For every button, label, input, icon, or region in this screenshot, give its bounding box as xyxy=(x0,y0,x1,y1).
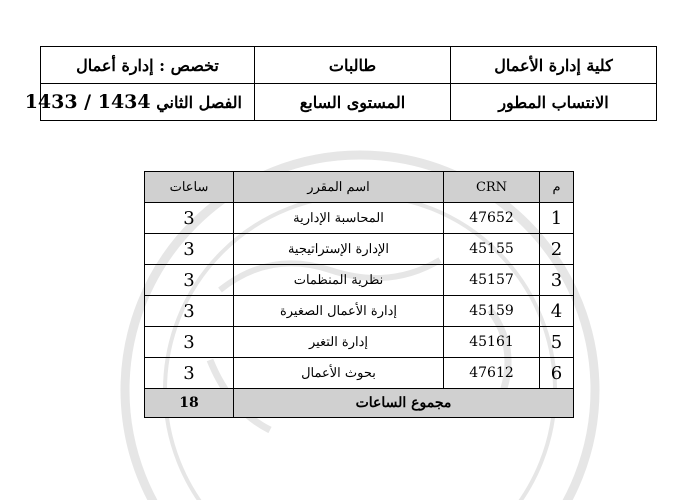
table-row xyxy=(145,296,574,327)
total-row xyxy=(145,389,574,418)
semester-cell xyxy=(24,84,255,121)
row-crn: 47652 xyxy=(444,203,540,234)
header-index: م xyxy=(540,172,574,203)
academic-year: 1433 / 1434 xyxy=(24,91,151,113)
section-name: طالبات xyxy=(255,47,451,84)
semester-label: الفصل الثاني xyxy=(156,93,242,112)
row-index: 1 xyxy=(540,203,574,234)
row-crn: 47612 xyxy=(444,358,540,389)
row-index: 5 xyxy=(540,327,574,358)
row-index: 2 xyxy=(540,234,574,265)
row-hours: 3 xyxy=(145,203,234,234)
table-row xyxy=(145,265,574,296)
row-course-name: المحاسبة الإدارية xyxy=(234,203,444,234)
program-name: الانتساب المطور xyxy=(451,84,657,121)
row-crn: 45161 xyxy=(444,327,540,358)
row-index: 6 xyxy=(540,358,574,389)
level-name: المستوى السابع xyxy=(255,84,451,121)
header-course-name: اسم المقرر xyxy=(234,172,444,203)
row-crn: 45157 xyxy=(444,265,540,296)
row-hours: 3 xyxy=(145,234,234,265)
table-row xyxy=(145,234,574,265)
row-course-name: الإدارة الإستراتيجية xyxy=(234,234,444,265)
header-crn: CRN xyxy=(444,172,540,203)
college-name: كلية إدارة الأعمال xyxy=(451,47,657,84)
table-row xyxy=(145,327,574,358)
row-crn: 45155 xyxy=(444,234,540,265)
row-course-name: إدارة الأعمال الصغيرة xyxy=(234,296,444,327)
total-label: مجموع الساعات xyxy=(234,389,574,418)
row-crn: 45159 xyxy=(444,296,540,327)
header-table xyxy=(24,46,657,121)
row-hours: 3 xyxy=(145,265,234,296)
row-hours: 3 xyxy=(145,358,234,389)
row-index: 3 xyxy=(540,265,574,296)
header-hours: ساعات xyxy=(145,172,234,203)
row-hours: 3 xyxy=(145,327,234,358)
row-course-name: نظرية المنظمات xyxy=(234,265,444,296)
row-course-name: إدارة التغير xyxy=(234,327,444,358)
total-hours: 18 xyxy=(145,389,234,418)
specialization: تخصص : إدارة أعمال xyxy=(41,47,255,84)
row-index: 4 xyxy=(540,296,574,327)
courses-table xyxy=(144,171,574,418)
row-course-name: بحوث الأعمال xyxy=(234,358,444,389)
table-row xyxy=(145,358,574,389)
table-row xyxy=(145,203,574,234)
row-hours: 3 xyxy=(145,296,234,327)
